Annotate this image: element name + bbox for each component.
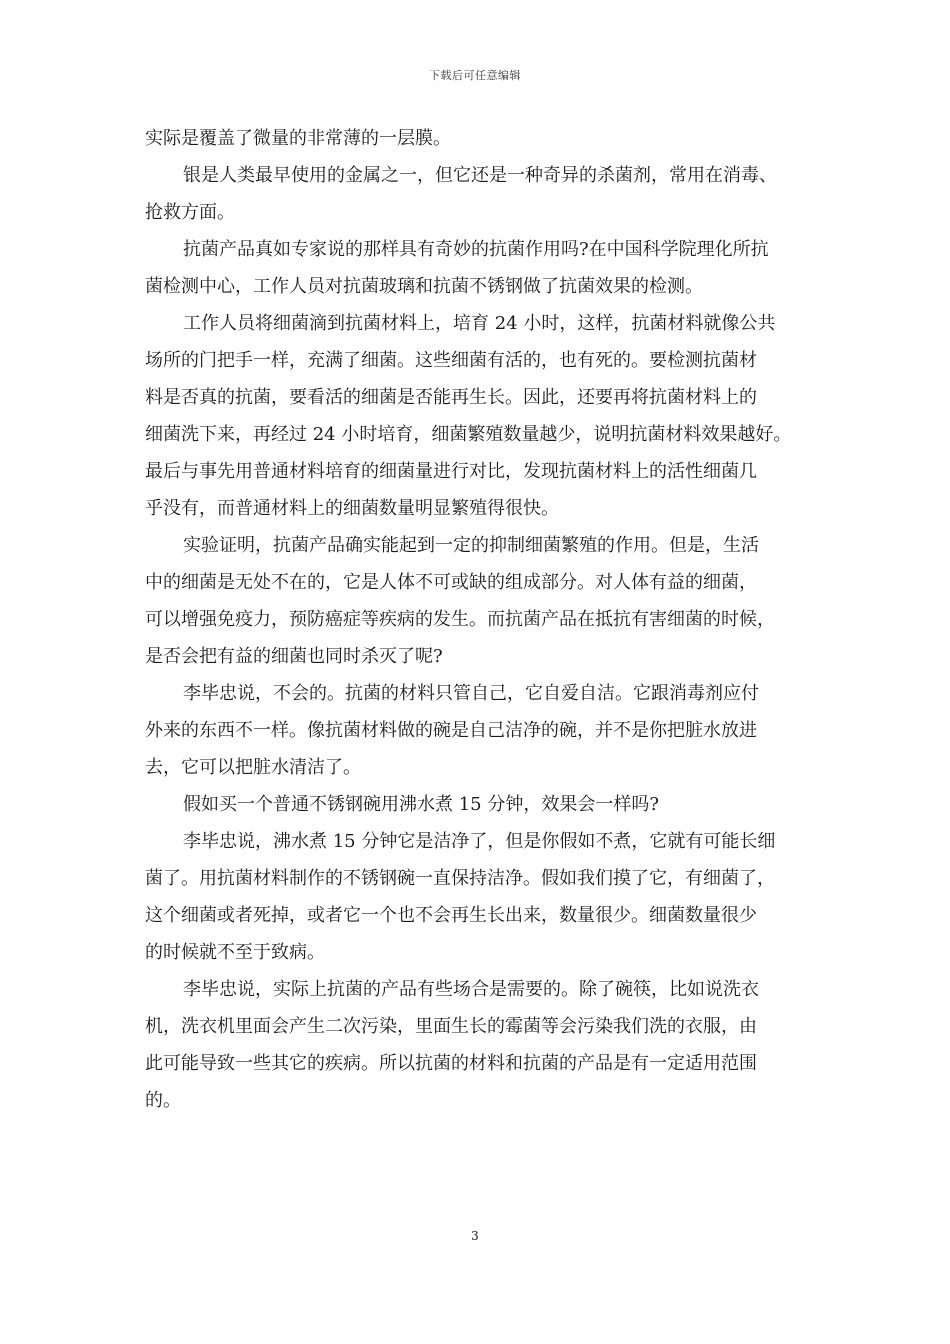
text-line: 工作人员将细菌滴到抗菌材料上，培育 24 小时，这样，抗菌材料就像公共 (183, 313, 776, 334)
text-line: 细菌洗下来，再经过 24 小时培育，细菌繁殖数量越少，说明抗菌材料效果越好。 (145, 424, 792, 445)
text-line: 中的细菌是无处不在的，它是人体不可或缺的组成部分。对人体有益的细菌， (145, 572, 757, 593)
text-line: 此可能导致一些其它的疾病。所以抗菌的材料和抗菌的产品是有一定适用范围 (145, 1053, 757, 1074)
text-line: 李毕忠说，不会的。抗菌的材料只管自己，它自爱自洁。它跟消毒剂应付 (183, 683, 759, 704)
page-number: 3 (471, 1229, 479, 1243)
document-body (145, 120, 813, 1119)
text-line: 菌了。用抗菌材料制作的不锈钢碗一直保持洁净。假如我们摸了它，有细菌了， (145, 868, 775, 889)
text-line: 菌检测中心，工作人员对抗菌玻璃和抗菌不锈钢做了抗菌效果的检测。 (145, 276, 703, 297)
text-line: 的。 (145, 1090, 181, 1111)
text-line: 实际是覆盖了微量的非常薄的一层膜。 (145, 128, 451, 149)
text-line: 最后与事先用普通材料培育的细菌量进行对比，发现抗菌材料上的活性细菌几 (145, 461, 757, 482)
text-line: 去，它可以把脏水清洁了。 (145, 757, 361, 778)
text-line: 可以增强免疫力，预防癌症等疾病的发生。而抗菌产品在抵抗有害细菌的时候， (145, 609, 775, 630)
page-header: 下载后可任意编辑 (429, 69, 521, 82)
text-line: 实验证明，抗菌产品确实能起到一定的抑制细菌繁殖的作用。但是，生活 (183, 535, 759, 556)
text-line: 机，洗衣机里面会产生二次污染，里面生长的霉菌等会污染我们洗的衣服，由 (145, 1016, 757, 1037)
text-line: 银是人类最早使用的金属之一，但它还是一种奇异的杀菌剂，常用在消毒、 (183, 165, 777, 186)
text-line: 料是否真的抗菌，要看活的细菌是否能再生长。因此，还要再将抗菌材料上的 (145, 387, 757, 408)
text-line: 抢救方面。 (145, 202, 235, 223)
text-line: 场所的门把手一样，充满了细菌。这些细菌有活的，也有死的。要检测抗菌材 (145, 350, 757, 371)
text-line: 这个细菌或者死掉，或者它一个也不会再生长出来，数量很少。细菌数量很少 (145, 905, 757, 926)
text-line: 乎没有，而普通材料上的细菌数量明显繁殖得很快。 (145, 498, 559, 519)
text-line: 李毕忠说，实际上抗菌的产品有些场合是需要的。除了碗筷，比如说洗衣 (183, 979, 759, 1000)
text-line: 李毕忠说，沸水煮 15 分钟它是洁净了，但是你假如不煮，它就有可能长细 (183, 831, 776, 852)
text-line: 抗菌产品真如专家说的那样具有奇妙的抗菌作用吗?在中国科学院理化所抗 (183, 239, 769, 260)
text-line: 外来的东西不一样。像抗菌材料做的碗是自己洁净的碗，并不是你把脏水放进 (145, 720, 757, 741)
text-line: 的时候就不至于致病。 (145, 942, 325, 963)
text-line: 假如买一个普通不锈钢碗用沸水煮 15 分钟，效果会一样吗? (183, 794, 659, 815)
text-line: 是否会把有益的细菌也同时杀灭了呢? (145, 646, 443, 667)
